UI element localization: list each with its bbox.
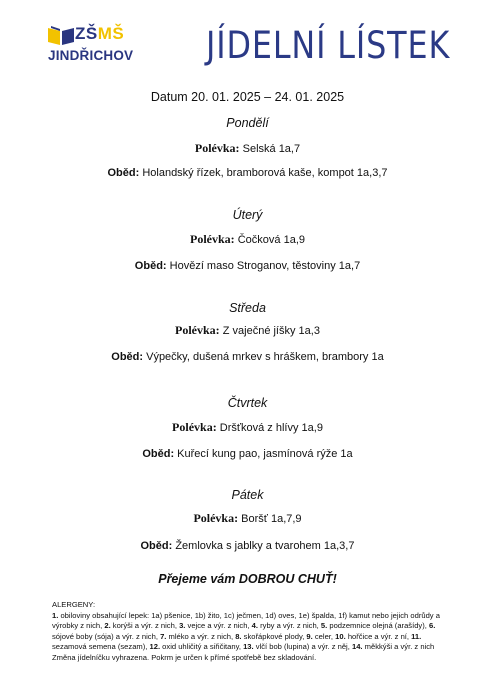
day-name: Pátek — [231, 488, 264, 502]
page-title: JÍDELNÍ LÍSTEK — [206, 24, 451, 67]
soup-row: Polévka: Selská 1a,7 — [194, 141, 301, 155]
book-icon — [47, 24, 75, 46]
soup-row: Polévka: Dršťková z hlívy 1a,9 — [172, 420, 323, 434]
soup-row: Polévka: Boršť 1a,7,9 — [193, 511, 302, 525]
school-logo — [47, 24, 134, 76]
lunch-row: Oběd: Hovězí maso Stroganov, těstoviny 1a,7 — [134, 260, 361, 272]
lunch-row: Oběd: Kuřecí kung pao, jasmínová rýže 1a — [142, 448, 353, 460]
allergen-note: Změna jídelníčku vyhrazena. Pokrm je určen k přímé spotřebě bez skladování. — [52, 652, 317, 662]
lunch-row: Oběd: Výpečky, dušená mrkev s hráškem, brambory 1a — [111, 351, 384, 363]
day-name: Středa — [229, 301, 266, 315]
lunch-row: Oběd: Holandský řízek, bramborová kaše, kompot 1a,3,7 — [107, 167, 388, 179]
soup-row: Polévka: Čočková 1a,9 — [190, 232, 305, 246]
logo-zs-ms: ZŠMŠ — [75, 24, 125, 43]
soup-row: Polévka: Z vaječné jíšky 1a,3 — [175, 323, 320, 337]
logo-town: JINDŘICHOV — [48, 48, 134, 63]
lunch-row: Oběd: Žemlovka s jablky a tvarohem 1a,3,7 — [140, 540, 355, 552]
day-name: Pondělí — [226, 116, 269, 130]
closing-message: Přejeme vám DOBROU CHUŤ! — [158, 572, 337, 586]
date-range: Datum 20. 01. 2025 – 24. 01. 2025 — [150, 90, 345, 104]
allergen-legend — [52, 600, 452, 664]
day-name: Čtvrtek — [227, 396, 268, 410]
day-name: Úterý — [232, 208, 263, 222]
allergen-list: 1. obiloviny obsahující lepek: 1a) pšenice, 1b) žito, 1c) ječmen, 1d) oves, 1e) špalda, 1f) kamut nebo jejich odrůdy a výrobky z nich, 2. korýši a výr. z nich, 3. vejce a výr. z nich, 4. ryby a výr. z nich, 5. podzemnice olejná (arašídy), 6. sójové boby (sója) a výr. z nich, 7. mléko a výr. z nich, 8. skořápkové plody, 9. celer, 10. hořčice a výr. z ní, 11. sezamová semena (sezam), 12. oxid uhličitý a siřičitany, 13. vlčí bob (lupina) a výr. z něj, 14. měkkýši a výr. z nich — [52, 610, 440, 652]
allergen-heading: ALERGENY: — [52, 600, 96, 609]
